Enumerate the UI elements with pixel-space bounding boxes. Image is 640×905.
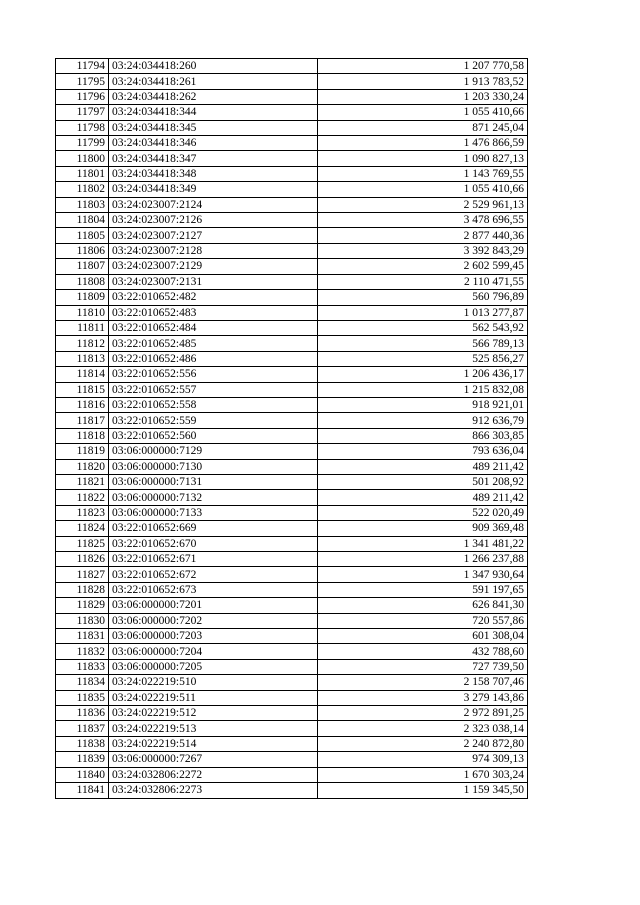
value-cell: 1 055 410,66 [318, 182, 528, 197]
value-cell: 432 788,60 [318, 644, 528, 659]
table-row [56, 151, 528, 166]
value-cell: 2 158 707,46 [318, 675, 528, 690]
row-number-cell: 11826 [56, 552, 109, 567]
table-row [56, 659, 528, 674]
cadastral-number-cell: 03:24:034418:348 [109, 166, 318, 181]
row-number-cell: 11819 [56, 444, 109, 459]
row-number-cell: 11821 [56, 474, 109, 489]
table-row [56, 274, 528, 289]
table-row [56, 444, 528, 459]
cadastral-number-cell: 03:24:034418:345 [109, 120, 318, 135]
value-cell: 1 207 770,58 [318, 59, 528, 74]
row-number-cell: 11798 [56, 120, 109, 135]
cadastral-number-cell: 03:24:022219:514 [109, 736, 318, 751]
value-cell: 489 211,42 [318, 490, 528, 505]
table-row [56, 320, 528, 335]
cadastral-number-cell: 03:24:034418:260 [109, 59, 318, 74]
row-number-cell: 11815 [56, 382, 109, 397]
row-number-cell: 11828 [56, 582, 109, 597]
table-row [56, 459, 528, 474]
value-cell: 866 303,85 [318, 428, 528, 443]
cadastral-number-cell: 03:24:034418:344 [109, 105, 318, 120]
cadastral-number-cell: 03:24:022219:510 [109, 675, 318, 690]
cadastral-number-cell: 03:22:010652:557 [109, 382, 318, 397]
value-cell: 1 476 866,59 [318, 136, 528, 151]
value-cell: 626 841,30 [318, 598, 528, 613]
value-cell: 2 240 872,80 [318, 736, 528, 751]
table-row [56, 74, 528, 89]
value-cell: 3 392 843,29 [318, 243, 528, 258]
table-row [56, 243, 528, 258]
value-cell: 2 972 891,25 [318, 706, 528, 721]
row-number-cell: 11802 [56, 182, 109, 197]
table-row [56, 213, 528, 228]
table-row [56, 105, 528, 120]
value-cell: 974 309,13 [318, 752, 528, 767]
value-cell: 566 789,13 [318, 336, 528, 351]
row-number-cell: 11830 [56, 613, 109, 628]
cadastral-number-cell: 03:22:010652:671 [109, 552, 318, 567]
value-cell: 562 543,92 [318, 320, 528, 335]
cadastral-number-cell: 03:24:022219:513 [109, 721, 318, 736]
cadastral-number-cell: 03:22:010652:485 [109, 336, 318, 351]
cadastral-number-cell: 03:22:010652:482 [109, 290, 318, 305]
table-row [56, 706, 528, 721]
value-cell: 1 913 783,52 [318, 74, 528, 89]
value-cell: 2 323 038,14 [318, 721, 528, 736]
cadastral-number-cell: 03:06:000000:7201 [109, 598, 318, 613]
row-number-cell: 11803 [56, 197, 109, 212]
row-number-cell: 11797 [56, 105, 109, 120]
row-number-cell: 11839 [56, 752, 109, 767]
cadastral-number-cell: 03:24:023007:2128 [109, 243, 318, 258]
table-row [56, 120, 528, 135]
table-row [56, 613, 528, 628]
value-cell: 1 203 330,24 [318, 89, 528, 104]
row-number-cell: 11835 [56, 690, 109, 705]
value-cell: 522 020,49 [318, 505, 528, 520]
cadastral-number-cell: 03:24:023007:2129 [109, 259, 318, 274]
table-row [56, 552, 528, 567]
value-cell: 601 308,04 [318, 629, 528, 644]
cadastral-number-cell: 03:22:010652:483 [109, 305, 318, 320]
cadastral-number-cell: 03:24:034418:349 [109, 182, 318, 197]
cadastral-number-cell: 03:24:023007:2126 [109, 213, 318, 228]
value-cell: 2 877 440,36 [318, 228, 528, 243]
cadastral-number-cell: 03:24:023007:2131 [109, 274, 318, 289]
table-row [56, 290, 528, 305]
cadastral-number-cell: 03:24:034418:261 [109, 74, 318, 89]
table-row [56, 582, 528, 597]
row-number-cell: 11841 [56, 783, 109, 798]
table-row [56, 413, 528, 428]
value-cell: 1 055 410,66 [318, 105, 528, 120]
cadastral-number-cell: 03:24:034418:347 [109, 151, 318, 166]
value-cell: 1 013 277,87 [318, 305, 528, 320]
table-row [56, 490, 528, 505]
row-number-cell: 11813 [56, 351, 109, 366]
cadastral-number-cell: 03:06:000000:7130 [109, 459, 318, 474]
value-cell: 3 478 696,55 [318, 213, 528, 228]
cadastral-number-cell: 03:22:010652:560 [109, 428, 318, 443]
row-number-cell: 11816 [56, 397, 109, 412]
table-row [56, 305, 528, 320]
cadastral-number-cell: 03:24:034418:262 [109, 89, 318, 104]
value-cell: 525 856,27 [318, 351, 528, 366]
cadastral-number-cell: 03:24:034418:346 [109, 136, 318, 151]
row-number-cell: 11814 [56, 367, 109, 382]
cadastral-number-cell: 03:22:010652:558 [109, 397, 318, 412]
cadastral-number-cell: 03:24:022219:512 [109, 706, 318, 721]
row-number-cell: 11808 [56, 274, 109, 289]
row-number-cell: 11795 [56, 74, 109, 89]
row-number-cell: 11812 [56, 336, 109, 351]
cadastral-number-cell: 03:06:000000:7203 [109, 629, 318, 644]
row-number-cell: 11827 [56, 567, 109, 582]
row-number-cell: 11837 [56, 721, 109, 736]
table-row [56, 767, 528, 782]
table-row [56, 598, 528, 613]
row-number-cell: 11809 [56, 290, 109, 305]
table-row [56, 721, 528, 736]
row-number-cell: 11840 [56, 767, 109, 782]
cadastral-number-cell: 03:22:010652:559 [109, 413, 318, 428]
row-number-cell: 11838 [56, 736, 109, 751]
cadastral-number-cell: 03:24:032806:2272 [109, 767, 318, 782]
value-cell: 1 341 481,22 [318, 536, 528, 551]
cadastral-number-cell: 03:22:010652:670 [109, 536, 318, 551]
table-row [56, 89, 528, 104]
table-row [56, 690, 528, 705]
value-cell: 3 279 143,86 [318, 690, 528, 705]
value-cell: 1 347 930,64 [318, 567, 528, 582]
table-row [56, 397, 528, 412]
row-number-cell: 11823 [56, 505, 109, 520]
row-number-cell: 11833 [56, 659, 109, 674]
value-cell: 2 529 961,13 [318, 197, 528, 212]
value-cell: 2 602 599,45 [318, 259, 528, 274]
cadastral-number-cell: 03:24:032806:2273 [109, 783, 318, 798]
value-cell: 793 636,04 [318, 444, 528, 459]
value-cell: 912 636,79 [318, 413, 528, 428]
row-number-cell: 11807 [56, 259, 109, 274]
row-number-cell: 11806 [56, 243, 109, 258]
data-table [55, 58, 528, 799]
row-number-cell: 11799 [56, 136, 109, 151]
table-row [56, 136, 528, 151]
table-row [56, 505, 528, 520]
row-number-cell: 11832 [56, 644, 109, 659]
row-number-cell: 11824 [56, 521, 109, 536]
row-number-cell: 11820 [56, 459, 109, 474]
table-row [56, 629, 528, 644]
value-cell: 871 245,04 [318, 120, 528, 135]
cadastral-number-cell: 03:22:010652:556 [109, 367, 318, 382]
cadastral-number-cell: 03:22:010652:672 [109, 567, 318, 582]
row-number-cell: 11836 [56, 706, 109, 721]
value-cell: 1 670 303,24 [318, 767, 528, 782]
cadastral-number-cell: 03:22:010652:673 [109, 582, 318, 597]
cadastral-number-cell: 03:06:000000:7132 [109, 490, 318, 505]
cadastral-number-cell: 03:06:000000:7131 [109, 474, 318, 489]
value-cell: 1 090 827,13 [318, 151, 528, 166]
value-cell: 918 921,01 [318, 397, 528, 412]
table-row [56, 336, 528, 351]
cadastral-number-cell: 03:22:010652:669 [109, 521, 318, 536]
row-number-cell: 11818 [56, 428, 109, 443]
table-row [56, 736, 528, 751]
table-row [56, 259, 528, 274]
cadastral-number-cell: 03:06:000000:7133 [109, 505, 318, 520]
row-number-cell: 11800 [56, 151, 109, 166]
table-row [56, 382, 528, 397]
cadastral-number-cell: 03:06:000000:7202 [109, 613, 318, 628]
value-cell: 2 110 471,55 [318, 274, 528, 289]
value-cell: 560 796,89 [318, 290, 528, 305]
cadastral-number-cell: 03:06:000000:7204 [109, 644, 318, 659]
table-row [56, 182, 528, 197]
value-cell: 591 197,65 [318, 582, 528, 597]
row-number-cell: 11801 [56, 166, 109, 181]
row-number-cell: 11817 [56, 413, 109, 428]
row-number-cell: 11829 [56, 598, 109, 613]
value-cell: 489 211,42 [318, 459, 528, 474]
table-row [56, 228, 528, 243]
table-body [56, 59, 528, 799]
table-row [56, 166, 528, 181]
table-row [56, 351, 528, 366]
cadastral-number-cell: 03:22:010652:486 [109, 351, 318, 366]
cadastral-number-cell: 03:06:000000:7267 [109, 752, 318, 767]
table-row [56, 59, 528, 74]
value-cell: 1 143 769,55 [318, 166, 528, 181]
cadastral-number-cell: 03:24:023007:2127 [109, 228, 318, 243]
value-cell: 1 159 345,50 [318, 783, 528, 798]
table-row [56, 644, 528, 659]
table-row [56, 567, 528, 582]
table-row [56, 783, 528, 798]
cadastral-number-cell: 03:24:022219:511 [109, 690, 318, 705]
table-row [56, 752, 528, 767]
table-row [56, 197, 528, 212]
row-number-cell: 11822 [56, 490, 109, 505]
cadastral-number-cell: 03:06:000000:7129 [109, 444, 318, 459]
value-cell: 1 215 832,08 [318, 382, 528, 397]
table-row [56, 536, 528, 551]
value-cell: 727 739,50 [318, 659, 528, 674]
row-number-cell: 11825 [56, 536, 109, 551]
table-row [56, 474, 528, 489]
row-number-cell: 11794 [56, 59, 109, 74]
row-number-cell: 11834 [56, 675, 109, 690]
row-number-cell: 11796 [56, 89, 109, 104]
cadastral-number-cell: 03:24:023007:2124 [109, 197, 318, 212]
row-number-cell: 11810 [56, 305, 109, 320]
value-cell: 720 557,86 [318, 613, 528, 628]
table-row [56, 675, 528, 690]
table-row [56, 428, 528, 443]
value-cell: 1 206 436,17 [318, 367, 528, 382]
table-row [56, 521, 528, 536]
cadastral-number-cell: 03:22:010652:484 [109, 320, 318, 335]
row-number-cell: 11804 [56, 213, 109, 228]
value-cell: 1 266 237,88 [318, 552, 528, 567]
cadastral-number-cell: 03:06:000000:7205 [109, 659, 318, 674]
row-number-cell: 11831 [56, 629, 109, 644]
value-cell: 501 208,92 [318, 474, 528, 489]
row-number-cell: 11805 [56, 228, 109, 243]
value-cell: 909 369,48 [318, 521, 528, 536]
table-row [56, 367, 528, 382]
row-number-cell: 11811 [56, 320, 109, 335]
